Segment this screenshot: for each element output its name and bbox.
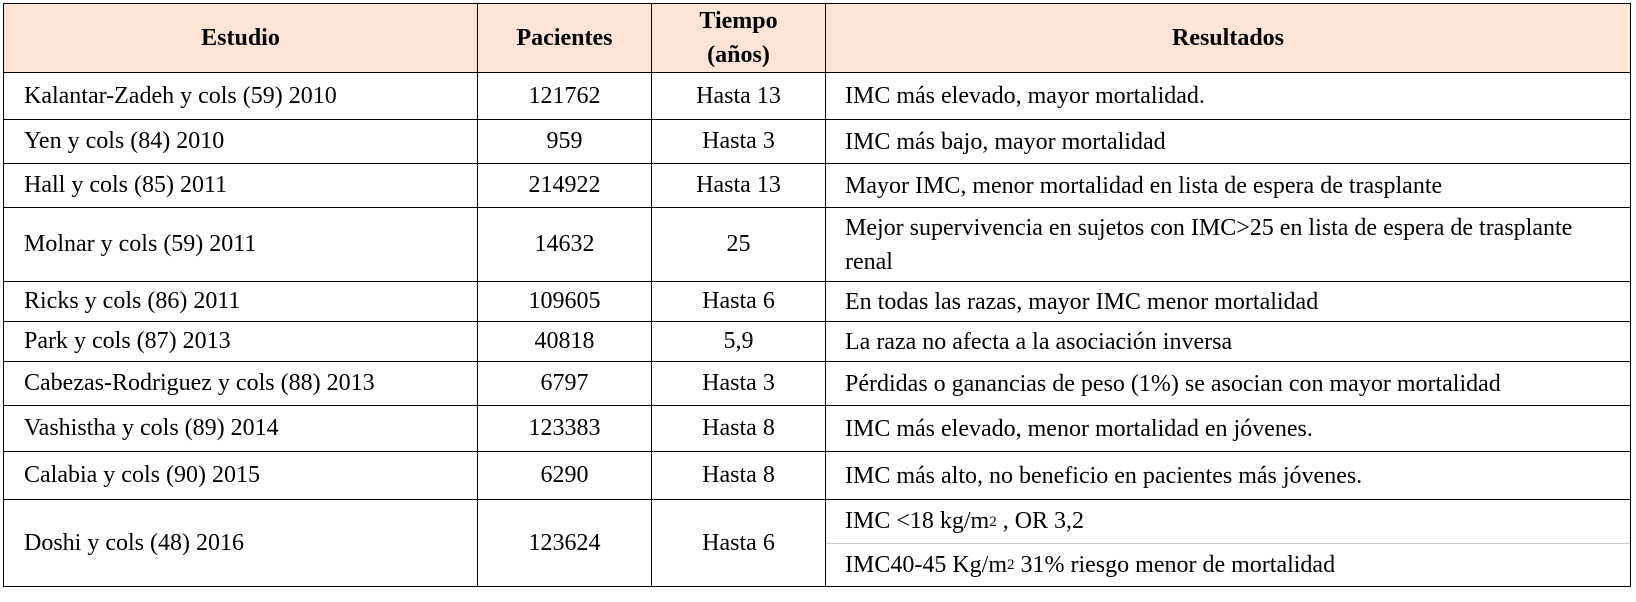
cell-resultados: IMC más elevado, mayor mortalidad. [826, 73, 1631, 120]
cell-tiempo: 25 [652, 208, 826, 282]
studies-table [3, 3, 1631, 587]
cell-pacientes: 959 [478, 120, 652, 164]
cell-pacientes: 121762 [478, 73, 652, 120]
table-row [4, 406, 1631, 452]
cell-tiempo: 5,9 [652, 322, 826, 362]
cell-tiempo: Hasta 8 [652, 452, 826, 500]
cell-pacientes: 123624 [478, 500, 652, 587]
cell-pacientes: 6797 [478, 362, 652, 406]
table-row [4, 208, 1631, 282]
cell-resultados: IMC más elevado, menor mortalidad en jóvenes. [826, 406, 1631, 452]
cell-pacientes: 214922 [478, 164, 652, 208]
cell-tiempo: Hasta 3 [652, 362, 826, 406]
table-row [4, 73, 1631, 120]
cell-tiempo: Hasta 13 [652, 164, 826, 208]
cell-resultados: La raza no afecta a la asociación inversa [826, 322, 1631, 362]
cell-pacientes: 123383 [478, 406, 652, 452]
cell-tiempo: Hasta 6 [652, 500, 826, 587]
table-row [4, 120, 1631, 164]
resultados-a-pre: IMC <18 kg/m [845, 508, 990, 534]
cell-tiempo: Hasta 13 [652, 73, 826, 120]
header-estudio: Estudio [4, 4, 478, 73]
cell-resultados: IMC más bajo, mayor mortalidad [826, 120, 1631, 164]
cell-estudio: Kalantar-Zadeh y cols (59) 2010 [4, 73, 478, 120]
table-row [4, 282, 1631, 322]
header-resultados: Resultados [826, 4, 1631, 73]
resultados-b-post: 31% riesgo menor de mortalidad [1014, 551, 1336, 578]
cell-tiempo: Hasta 6 [652, 282, 826, 322]
cell-estudio: Park y cols (87) 2013 [4, 322, 478, 362]
cell-pacientes: 40818 [478, 322, 652, 362]
cell-pacientes: 14632 [478, 208, 652, 282]
resultados-a-post: , OR 3,2 [996, 508, 1085, 534]
cell-resultados [826, 500, 1631, 587]
cell-estudio: Vashistha y cols (89) 2014 [4, 406, 478, 452]
header-tiempo [652, 4, 826, 73]
cell-tiempo: Hasta 8 [652, 406, 826, 452]
cell-estudio: Hall y cols (85) 2011 [4, 164, 478, 208]
cell-estudio: Doshi y cols (48) 2016 [4, 500, 478, 587]
header-row [4, 4, 1631, 73]
cell-estudio: Molnar y cols (59) 2011 [4, 208, 478, 282]
cell-resultados: Mayor IMC, menor mortalidad en lista de espera de trasplante [826, 164, 1631, 208]
cell-resultados: Pérdidas o ganancias de peso (1%) se asocian con mayor mortalidad [826, 362, 1631, 406]
header-pacientes: Pacientes [478, 4, 652, 73]
resultados-line-a: IMC <18 kg/m 2 , OR 3,2 [845, 508, 1085, 534]
cell-estudio: Ricks y cols (86) 2011 [4, 282, 478, 322]
cell-estudio: Yen y cols (84) 2010 [4, 120, 478, 164]
table-row [4, 362, 1631, 406]
cell-pacientes: 6290 [478, 452, 652, 500]
table-row [4, 164, 1631, 208]
cell-estudio: Calabia y cols (90) 2015 [4, 452, 478, 500]
cell-pacientes: 109605 [478, 282, 652, 322]
cell-resultados: IMC más alto, no beneficio en pacientes más jóvenes. [826, 452, 1631, 500]
resultados-line-b: IMC40-45 Kg/m 2 31% riesgo menor de mortalidad [826, 543, 1630, 586]
table-row [4, 500, 1631, 587]
table-row [4, 322, 1631, 362]
cell-estudio: Cabezas-Rodriguez y cols (88) 2013 [4, 362, 478, 406]
header-tiempo-line2: (años) [707, 42, 770, 68]
cell-tiempo: Hasta 3 [652, 120, 826, 164]
resultados-b-pre: IMC40-45 Kg/m [845, 551, 1007, 578]
cell-resultados: Mejor supervivencia en sujetos con IMC>25 en lista de espera de trasplante renal [826, 208, 1631, 282]
table-row [4, 452, 1631, 500]
header-tiempo-line1: Tiempo [699, 8, 778, 34]
cell-resultados: En todas las razas, mayor IMC menor mortalidad [826, 282, 1631, 322]
